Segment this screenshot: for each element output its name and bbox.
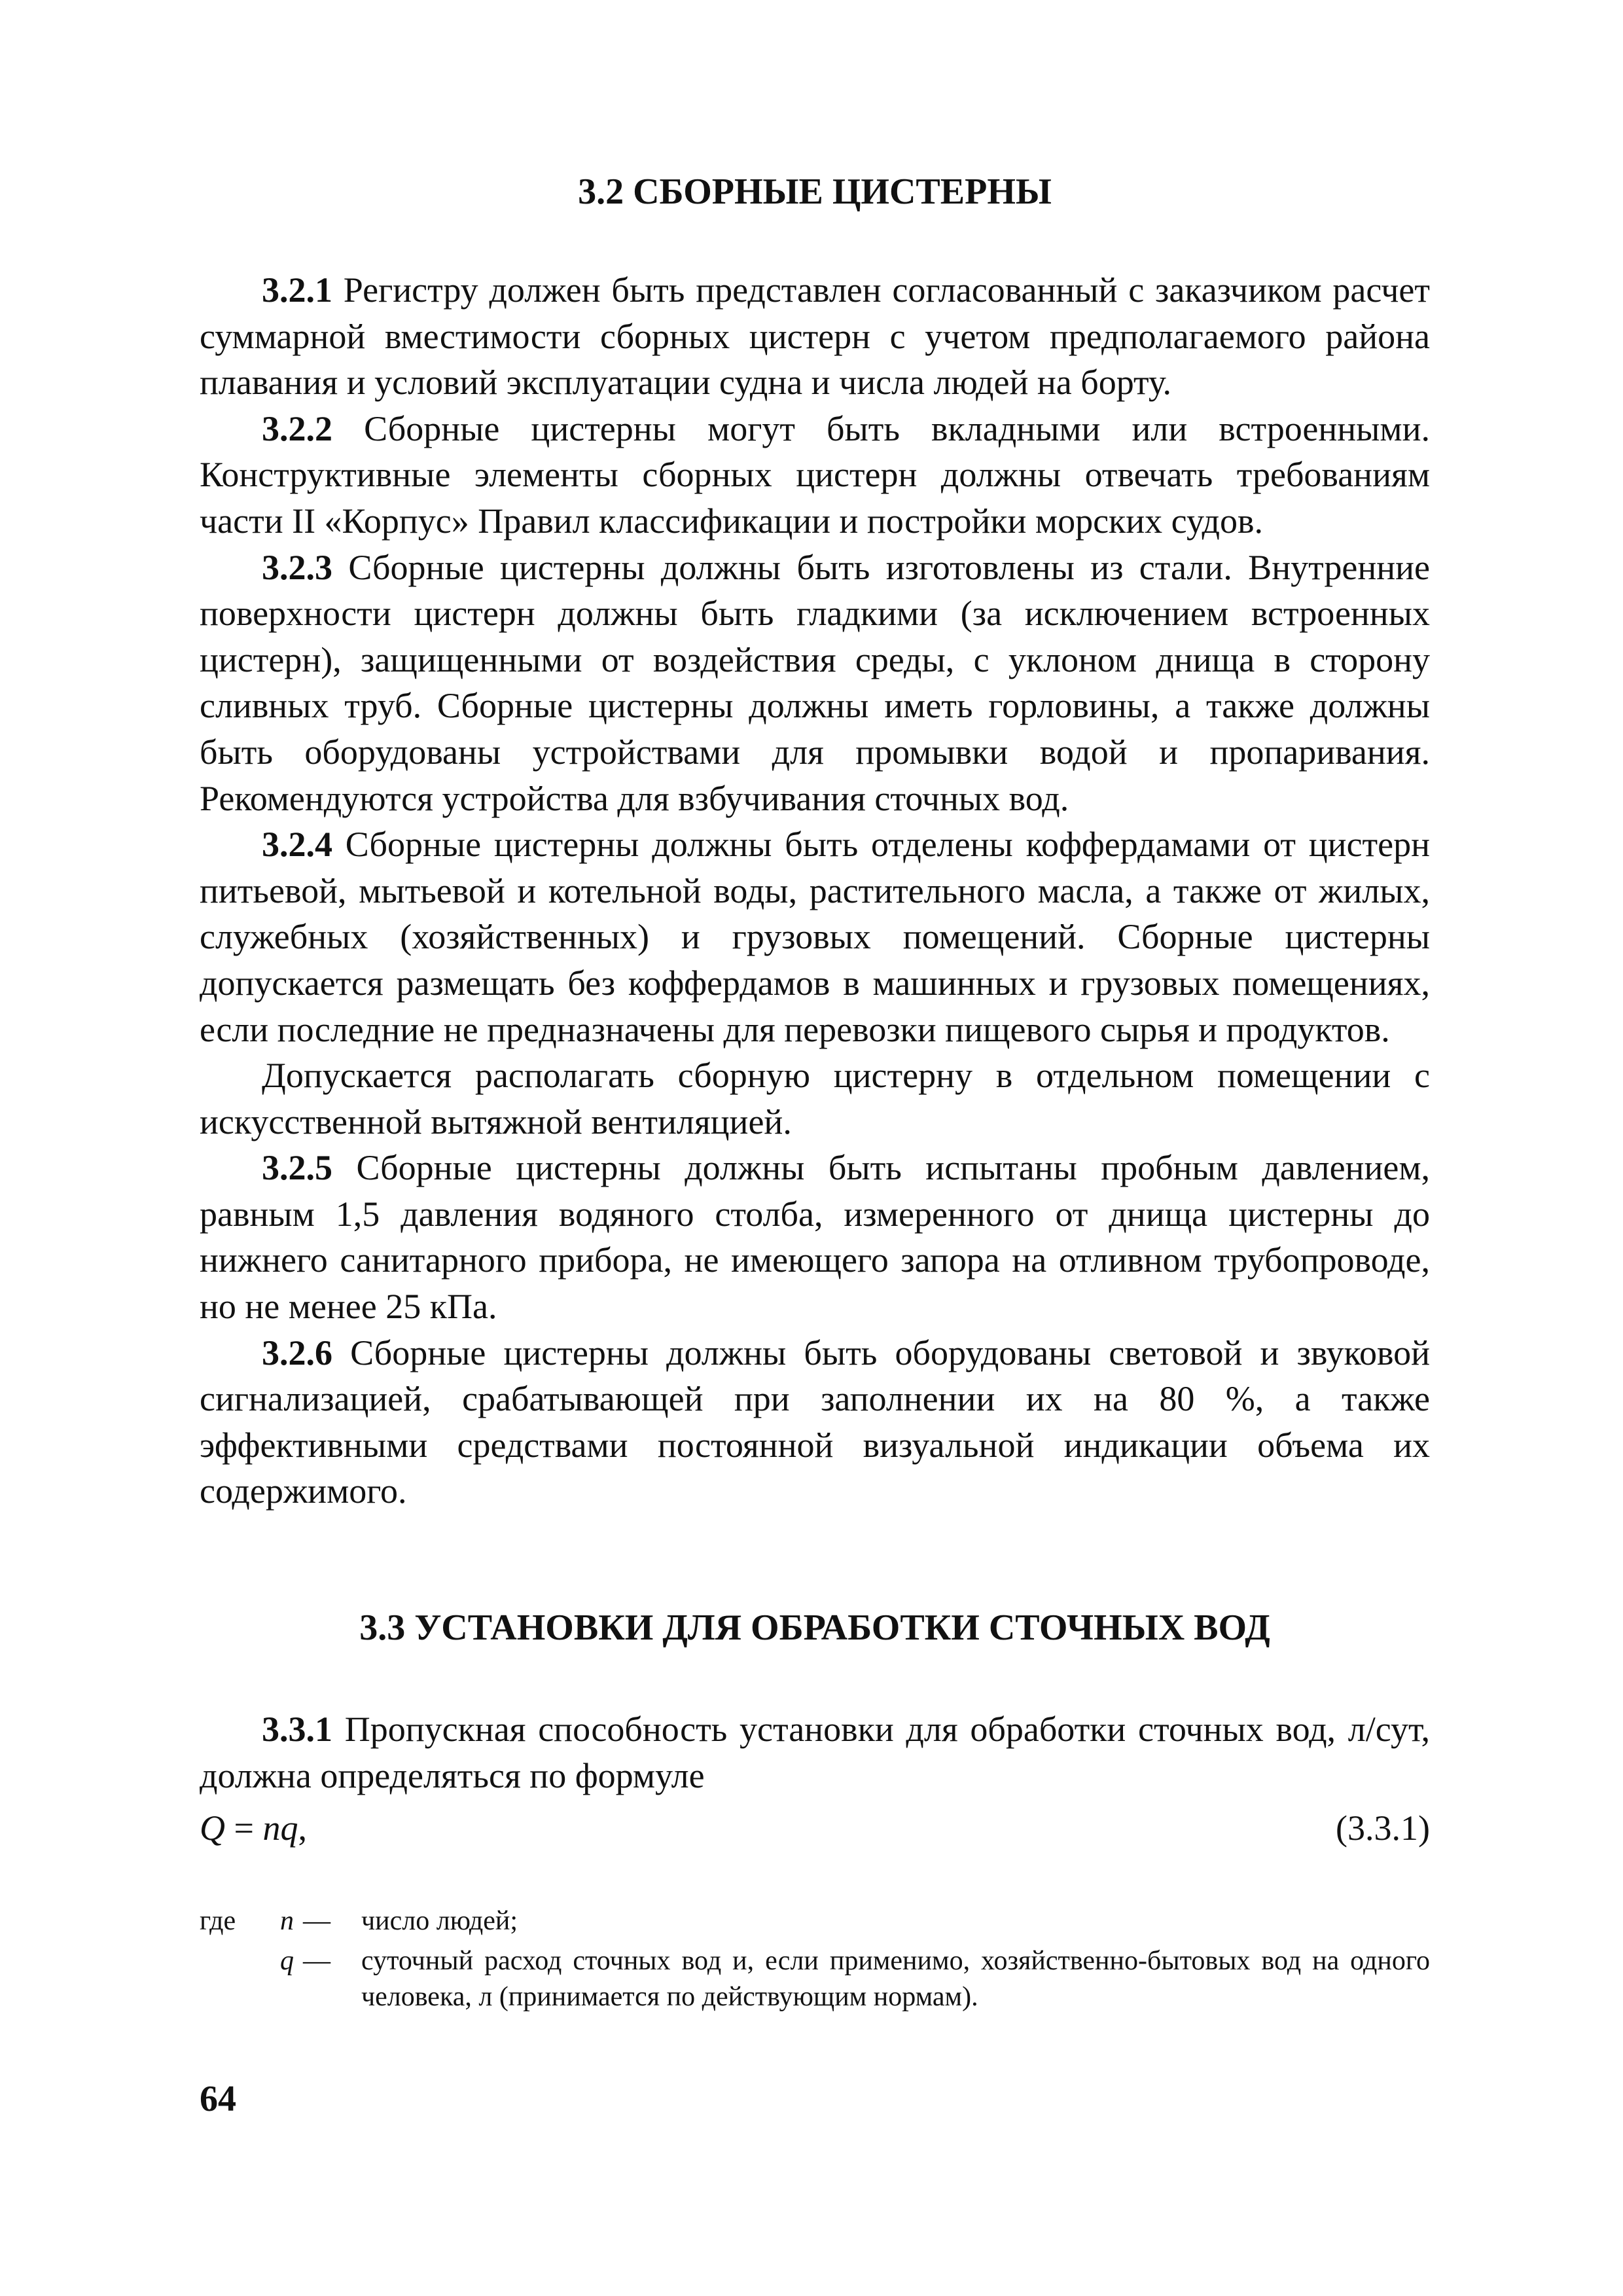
clause-text: Сборные цистерны должны быть испытаны пробным давлением, равным 1,5 давления водяного столба, измеренного от днища цистерны до нижнего санитарного прибора, не имеющего запора на отливном трубопроводе, но не менее 25 кПа.: [200, 1148, 1430, 1327]
paragraph-3-2-4-continued: [200, 1052, 1430, 1145]
clause-number: 3.2.1: [262, 270, 332, 310]
legend-where-label: где: [200, 1906, 236, 1936]
legend-item: [200, 1943, 1430, 2015]
clause-number: 3.2.2: [262, 408, 332, 448]
clause-text: Пропускная способность установки для обработки сточных вод, л/сут, должна определяться по формуле: [200, 1710, 1430, 1795]
paragraph-3-2-2: [200, 406, 1430, 545]
legend-dash: —: [303, 1906, 330, 1936]
clause-number: 3.2.4: [262, 825, 332, 865]
formula-number: (3.3.1): [1336, 1808, 1430, 1848]
clause-text: Допускается располагать сборную цистерну в отдельном помещении с искусственной вытяжной вентиляцией.: [200, 1056, 1430, 1141]
legend-text: суточный расход сточных вод и, если применимо, хозяйственно-бытовых вод на одного человека, л (принимается по действующим нормам).: [361, 1946, 1430, 2012]
clause-text: Сборные цистерны могут быть вкладными или встроенными. Конструктивные элементы сборных цистерн должны отвечать требованиям части II «Корпус» Правил классификации и постройки морских судов.: [200, 408, 1430, 541]
clause-text: Сборные цистерны должны быть изготовлены из стали. Внутренние поверхности цистерн должны быть гладкими (за исключением встроенных цистерн), защищенными от воздействия среды, с уклоном днища в сторону сливных труб. Сборные цистерны должны иметь горловины, а также должны быть оборудованы устройствами для промывки водой и пропаривания. Рекомендуются устройства для взбучивания сточных вод.: [200, 547, 1430, 818]
paragraph-3-3-1: [200, 1706, 1430, 1799]
legend-text: число людей;: [361, 1906, 518, 1936]
section-3-3-body: [200, 1706, 1430, 1799]
formula-comma: ,: [298, 1808, 307, 1848]
legend-dash: —: [303, 1946, 330, 1976]
section-heading-3-2: 3.2 СБОРНЫЕ ЦИСТЕРНЫ: [578, 171, 1052, 212]
paragraph-3-2-4: [200, 821, 1430, 1052]
clause-number: 3.3.1: [262, 1710, 332, 1749]
paragraph-3-2-5: [200, 1145, 1430, 1329]
legend-item: [200, 1903, 1430, 1939]
formula-equals: =: [225, 1808, 263, 1848]
page-number: 64: [200, 2079, 236, 2119]
section-3-2-body: [200, 267, 1430, 1515]
clause-text: Сборные цистерны должны быть оборудованы световой и звуковой сигнализацией, срабатывающей при заполнении их на 80 %, а также эффективными средствами постоянной визуальной индикации объема их содержимого.: [200, 1333, 1430, 1511]
paragraph-3-2-1: [200, 267, 1430, 406]
formula-lhs: Q: [200, 1808, 225, 1848]
paragraph-3-2-6: [200, 1330, 1430, 1515]
formula-rhs: nq: [262, 1808, 298, 1848]
section-heading-3-3: 3.3 УСТАНОВКИ ДЛЯ ОБРАБОТКИ СТОЧНЫХ ВОД: [359, 1607, 1270, 1648]
clause-number: 3.2.6: [262, 1333, 332, 1372]
clause-text: Сборные цистерны должны быть отделены коффердамами от цистерн питьевой, мытьевой и котельной воды, растительного масла, а также от жилых, служебных (хозяйственных) и грузовых помещений. Сборные цистерны допускается размещать без коффердамов в машинных и грузовых помещениях, если последние не предназначены для перевозки пищевого сырья и продуктов.: [200, 825, 1430, 1049]
formula-row: [200, 1804, 1430, 1852]
document-page: [200, 0, 1430, 2296]
clause-number: 3.2.5: [262, 1148, 332, 1188]
clause-text: Регистру должен быть представлен согласованный с заказчиком расчет суммарной вместимости сборных цистерн с учетом предполагаемого района плавания и условий эксплуатации судна и числа людей на борту.: [200, 270, 1430, 403]
formula: [200, 1804, 307, 1852]
formula-legend: [200, 1903, 1430, 2015]
paragraph-3-2-3: [200, 545, 1430, 822]
clause-number: 3.2.3: [262, 547, 332, 587]
legend-symbol: n: [280, 1906, 294, 1936]
legend-symbol: q: [280, 1946, 294, 1976]
